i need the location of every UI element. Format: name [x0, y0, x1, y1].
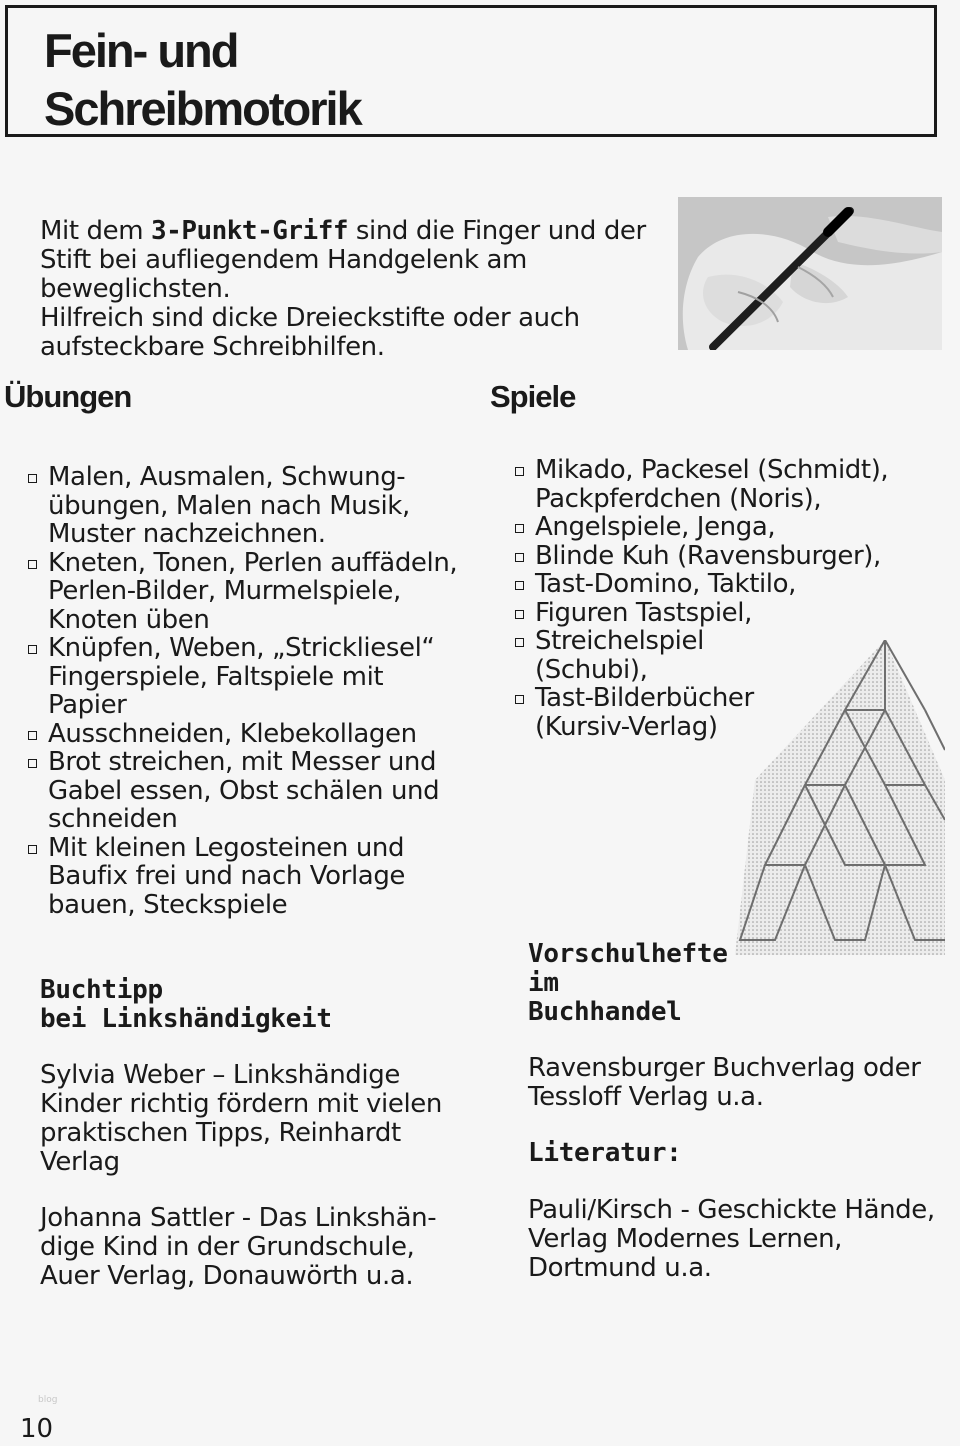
- list-item: [28, 834, 458, 920]
- intro-paragraph-2: Hilfreich sind dicke Dreieckstifte oder auch aufsteckbare Schreibhilfen.: [40, 303, 580, 362]
- square-bullet-icon: [28, 645, 37, 654]
- list-item: [515, 513, 915, 542]
- list-item-text: Tast-Bilderbücher (Kursiv-Verlag): [535, 683, 754, 742]
- list-item-text: Tast-Domino, Taktilo,: [535, 569, 797, 599]
- buchtipp-heading-line-2: bei Linkshändigkeit: [40, 1004, 332, 1034]
- intro-text-before: Mit dem: [40, 216, 152, 246]
- square-bullet-icon: [28, 759, 37, 768]
- buchtipp-heading-line-1: Buchtipp: [40, 975, 163, 1005]
- vorschulhefte-heading-line-3: Buchhandel: [528, 997, 682, 1027]
- book-tip-1: Sylvia Weber – Linkshändige Kinder richtig fördern mit vielen praktischen Tipps, Reinhardt Verlag: [40, 1060, 442, 1177]
- list-item-text: Kneten, Tonen, Perlen auffädeln, Perlen-Bilder, Murmelspiele, Knoten üben: [48, 547, 458, 635]
- intro-text-after: sind die Finger und der Stift bei aufliegendem Handgelenk am beweglichsten.: [40, 216, 646, 304]
- list-item-text: Brot streichen, mit Messer und Gabel essen, Obst schälen und schneiden: [48, 747, 440, 834]
- page-title: [44, 22, 644, 138]
- intro-text: [40, 217, 660, 362]
- list-item-text: Mikado, Packesel (Schmidt), Packpferdchen (Noris),: [535, 455, 889, 514]
- list-item-text: Streichelspiel (Schubi),: [535, 626, 704, 685]
- hand-pen-illustration: [678, 197, 942, 350]
- list-item-text: Figuren Tastspiel,: [535, 597, 752, 628]
- watermark: blog: [38, 1395, 58, 1405]
- book-tip-2: Johanna Sattler - Das Linkshändige Kind in der Grundschule, Auer Verlag, Donauwörth u.a.: [40, 1203, 437, 1291]
- list-item-text: Knüpfen, Weben, „Strickliesel“ Fingerspiele, Faltspiele mit Papier: [48, 633, 435, 720]
- list-item: [28, 463, 458, 549]
- square-bullet-icon: [28, 845, 37, 854]
- square-bullet-icon: [515, 524, 524, 533]
- list-item: [28, 748, 458, 834]
- square-bullet-icon: [515, 610, 524, 619]
- square-bullet-icon: [515, 467, 524, 476]
- list-item-text: Mit kleinen Legosteinen und Baufix frei und nach Vorlage bauen, Steckspiele: [48, 832, 406, 920]
- vorschulhefte-heading: [528, 940, 728, 1027]
- spiele-heading: Spiele: [490, 379, 576, 414]
- list-item: [515, 542, 915, 571]
- square-bullet-icon: [515, 695, 524, 704]
- square-bullet-icon: [515, 581, 524, 590]
- vorschulhefte-text: Ravensburger Buchverlag oder Tessloff Verlag u.a.: [528, 1053, 921, 1112]
- list-item: [28, 634, 458, 720]
- intro-paragraph-1: [40, 217, 660, 304]
- buchtipp-heading: [40, 976, 332, 1034]
- list-item-text: Angelspiele, Jenga,: [535, 512, 776, 542]
- literatur-text: Pauli/Kirsch - Geschickte Hände, Verlag Modernes Lernen, Dortmund u.a.: [528, 1195, 935, 1283]
- list-item: [515, 456, 915, 513]
- list-item-text: Malen, Ausmalen, Schwungübungen, Malen nach Musik, Muster nachzeichnen.: [48, 462, 410, 549]
- vorschulhefte-heading-line-1: Vorschulhefte: [528, 939, 728, 969]
- list-item: [515, 684, 795, 741]
- list-item: [28, 720, 458, 749]
- list-item: [515, 570, 915, 599]
- list-item: [515, 627, 735, 684]
- title-line-1: Fein- und: [44, 24, 238, 77]
- square-bullet-icon: [515, 638, 524, 647]
- title-line-2: Schreibmotorik: [44, 82, 361, 135]
- spiele-list: [515, 456, 915, 741]
- literatur-heading: Literatur:: [528, 1138, 682, 1168]
- uebungen-list: [28, 463, 458, 919]
- square-bullet-icon: [28, 731, 37, 740]
- square-bullet-icon: [28, 474, 37, 483]
- list-item: [515, 599, 915, 628]
- hand-holding-pen-photo: [678, 197, 942, 350]
- uebungen-heading: Übungen: [4, 379, 132, 414]
- intro-bold-term: 3-Punkt-Griff: [151, 216, 349, 246]
- square-bullet-icon: [515, 553, 524, 562]
- list-item-text: Ausschneiden, Klebekollagen: [48, 718, 417, 749]
- title-box: [5, 5, 937, 137]
- page-number: 10: [20, 1414, 54, 1444]
- list-item-text: Blinde Kuh (Ravensburger),: [535, 540, 881, 571]
- vorschulhefte-heading-line-2: im: [528, 968, 559, 998]
- square-bullet-icon: [28, 560, 37, 569]
- list-item: [28, 549, 458, 635]
